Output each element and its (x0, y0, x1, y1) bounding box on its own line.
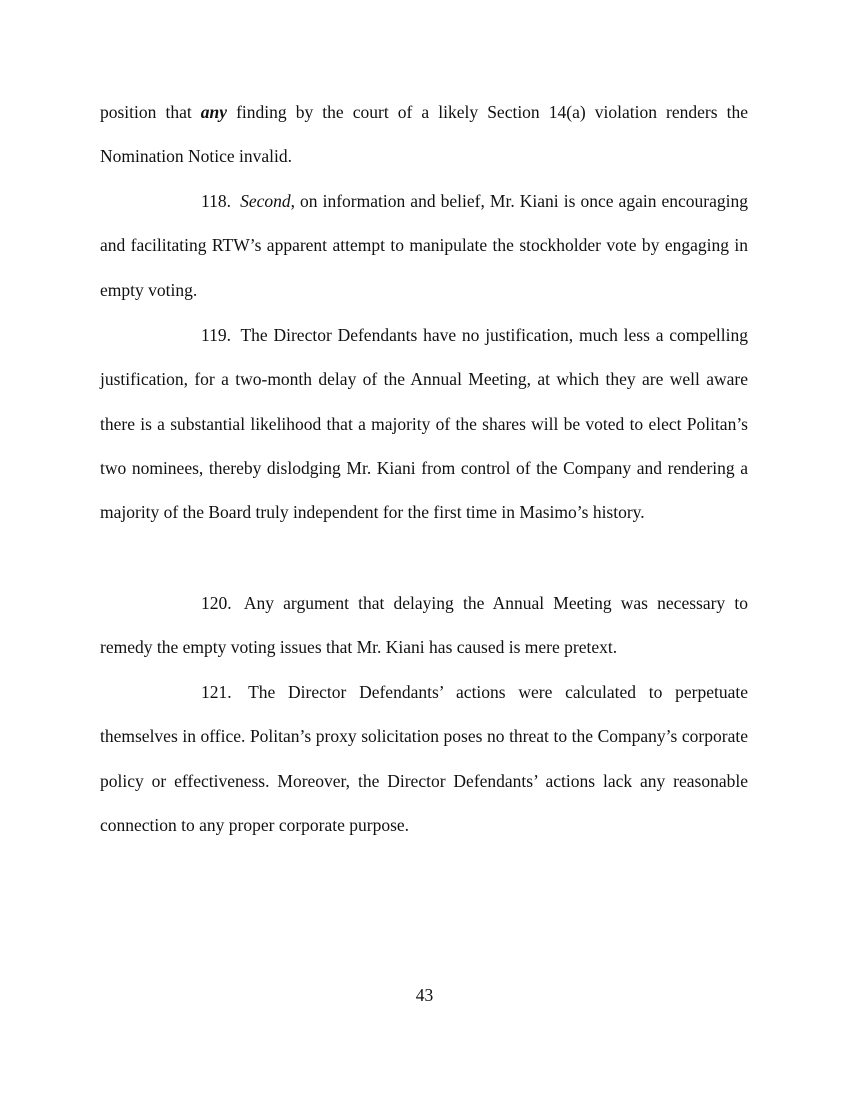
paragraph-body-text: , on information and belief, Mr. Kiani is once again encouraging and facilitating RTW’s apparent attempt to manipulate the stockholder vote by engaging in empty voting. (100, 191, 749, 300)
paragraph-number: 119. (201, 325, 231, 345)
paragraph-118 (100, 179, 748, 312)
paragraph-121 (100, 670, 748, 847)
paragraph-lead-text: position that (100, 102, 201, 122)
emphasis-second: Second (240, 191, 291, 211)
paragraph-number: 121. (201, 682, 232, 702)
page-number: 43 (415, 985, 434, 1005)
paragraph-number: 120. (201, 593, 232, 613)
paragraph-continuation (100, 90, 748, 179)
paragraph-body-text: Any argument that delaying the Annual Meeting was necessary to remedy the empty voting issues that Mr. Kiani has caused is mere pretext. (100, 593, 748, 658)
paragraph-body-text: The Director Defendants have no justification, much less a compelling justification, for a two-month delay of the Annual Meeting, at which they are well aware there is a substantial likelihood that a majority of the shares will be voted to elect Politan’s two nominees, thereby dislodging Mr. Kiani from control of the Company and rendering a majority of the Board truly independent for the first time in Masimo’s history. (100, 325, 748, 523)
paragraph-rest-text: finding by the court of a likely Section 14(a) violation renders the Nomination Notice invalid. (100, 102, 748, 167)
paragraph-body-text: The Director Defendants’ actions were calculated to perpetuate themselves in office. Politan’s proxy solicitation poses no threat to the Company’s corporate policy or effectiveness. Moreover, the Director Defendants’ actions lack any reasonable connection to any proper corporate purpose. (100, 682, 749, 835)
paragraph-119 (100, 313, 748, 534)
paragraph-number: 118. (201, 191, 231, 211)
paragraph-120 (100, 581, 748, 670)
emphasis-any: any (200, 102, 228, 122)
